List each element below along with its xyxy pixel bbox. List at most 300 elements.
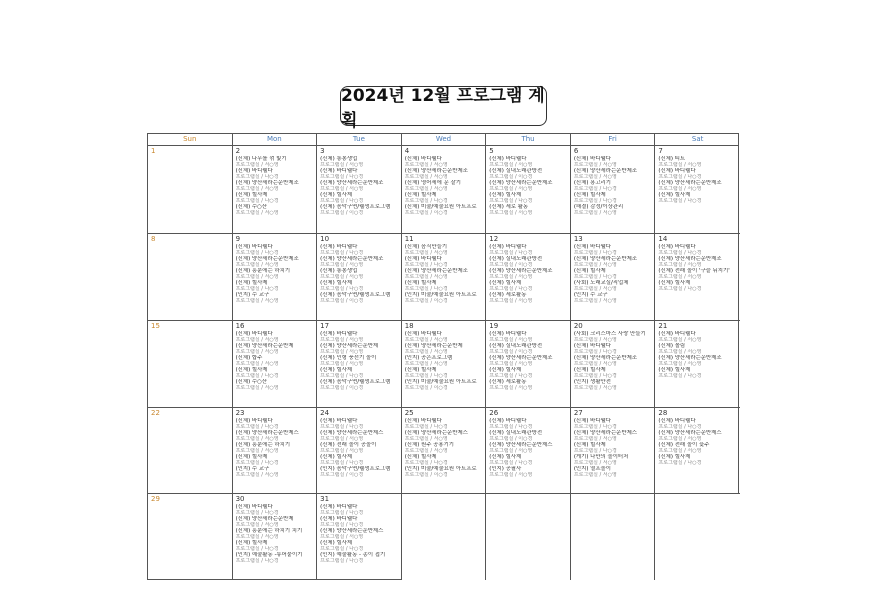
- event-location: 프로그램실 / 서○영: [404, 162, 448, 168]
- event-title[interactable]: (신체) 양산세라는운반제스: [404, 430, 468, 436]
- day-cell-6[interactable]: [571, 146, 656, 234]
- event-title[interactable]: (신체) 양산세라는운반제: [235, 516, 294, 522]
- event-location: 프로그램실 / 서○영: [235, 436, 279, 442]
- event-location: 프로그램실 / 나○경: [404, 286, 448, 292]
- day-cell-4[interactable]: [402, 146, 487, 234]
- day-cell-23[interactable]: [233, 408, 318, 494]
- event-title[interactable]: (신체) 힐사제: [404, 280, 437, 286]
- event-location: 프로그램실 / 나○경: [573, 198, 617, 204]
- event-title[interactable]: (신체) 바디웰다: [573, 418, 611, 424]
- event-title[interactable]: (신체) 힐사제: [320, 540, 353, 546]
- event-location: 프로그램실 / 서○영: [235, 534, 279, 540]
- event-title[interactable]: (신체) 바디웰다: [235, 418, 273, 424]
- event-location: 프로그램실 / 서○영: [235, 448, 279, 454]
- event-title[interactable]: (신체) 힐사제: [489, 280, 522, 286]
- event-location: 프로그램실 / 서○영: [489, 472, 533, 478]
- event-title[interactable]: (신체) 힐사제: [489, 367, 522, 373]
- event-title[interactable]: (신체) 양산세라는운반제조: [320, 180, 384, 186]
- event-title[interactable]: (신체) 음악구연/웰생프로그램: [320, 204, 391, 210]
- event-location: 프로그램실 / 나○경: [235, 250, 279, 256]
- event-location: 프로그램실 / 서○영: [320, 262, 364, 268]
- event-title[interactable]: (신체) 바디웰다: [235, 504, 273, 510]
- event-location: 프로그램실 / 이○경: [404, 385, 448, 391]
- event-location: 프로그램실 / 서○영: [235, 210, 279, 216]
- event-location: 프로그램실 / 서○영: [320, 534, 364, 540]
- day-cell-13[interactable]: [571, 234, 656, 321]
- event-list: [658, 418, 738, 466]
- event-location: 프로그램실 / 나○경: [573, 349, 617, 355]
- day-number: 5: [489, 147, 494, 155]
- event-title[interactable]: (신체) 바디웰다: [658, 331, 696, 337]
- event-location: 프로그램실 / 서○영: [658, 186, 702, 192]
- day-cell-26[interactable]: [486, 408, 571, 494]
- event-location: 프로그램실 / 서○영: [235, 349, 279, 355]
- day-cell-1[interactable]: [148, 146, 233, 234]
- event-list: [236, 418, 315, 478]
- event-title[interactable]: (신체) 원주 공용기기: [404, 442, 454, 448]
- event-location: 프로그램실 / 서○영: [235, 162, 279, 168]
- event-list: [236, 504, 315, 564]
- event-location: 프로그램실 / 서○영: [404, 250, 448, 256]
- event-list: [320, 156, 399, 216]
- event-title[interactable]: (신체) 바디웰다: [404, 256, 442, 262]
- event-title[interactable]: (신체) 바디웰다: [489, 331, 527, 337]
- calendar-grid: [147, 133, 739, 580]
- event-location: 프로그램실 / 나○경: [320, 286, 364, 292]
- event-title[interactable]: (인지) 예술활동 - 종이 접기: [320, 552, 386, 558]
- day-cell-2[interactable]: [233, 146, 318, 234]
- event-title[interactable]: (신체) 바디웰다: [320, 504, 358, 510]
- event-location: 프로그램실 / 서○영: [658, 436, 702, 442]
- day-cell-14[interactable]: [655, 234, 740, 321]
- event-location: 프로그램실 / 서○영: [320, 448, 364, 454]
- event-title[interactable]: (신체) 바디웰다: [573, 244, 611, 250]
- event-title[interactable]: (신체) 힐사제: [404, 192, 437, 198]
- event-location: 프로그램실 / 나○경: [573, 274, 617, 280]
- day-number: 8: [151, 235, 156, 243]
- event-title[interactable]: (신체) 힐사제: [573, 192, 606, 198]
- event-title[interactable]: (인지) 미술/예술요원 아트프로: [404, 379, 477, 385]
- event-list: [489, 331, 568, 391]
- event-title[interactable]: (신체) 인형 풍선기 놀이: [320, 355, 377, 361]
- day-cell-29[interactable]: [148, 494, 233, 580]
- event-location: 프로그램실 / 나○경: [658, 198, 702, 204]
- event-title[interactable]: (인지) 미술/예술요원 아트프로: [404, 466, 477, 472]
- event-title[interactable]: (신체) 바디웰다: [573, 156, 611, 162]
- day-cell-11[interactable]: [402, 234, 487, 321]
- weekday-mon: Mon: [233, 134, 318, 145]
- event-list: [320, 504, 399, 564]
- event-title[interactable]: (신체) 바디웰다: [235, 168, 273, 174]
- event-title[interactable]: (신체) 힐사제: [658, 280, 691, 286]
- day-cell-9[interactable]: [233, 234, 318, 321]
- event-title[interactable]: (게기) 나만의 놀이터처: [573, 454, 629, 460]
- event-title[interactable]: (신체) 실내노래관방전: [489, 430, 543, 436]
- event-list: [405, 156, 484, 216]
- event-title[interactable]: (신체) 합주: [235, 355, 263, 361]
- day-number: 12: [489, 235, 499, 243]
- page-title: 2024년 12월 프로그램 계획: [340, 86, 547, 126]
- event-list: [236, 244, 315, 304]
- day-cell-17[interactable]: [317, 321, 402, 408]
- day-number: 14: [658, 235, 668, 243]
- event-location: 프로그램실 / 서○영: [404, 361, 448, 367]
- week-row: [148, 321, 738, 408]
- event-title[interactable]: (신체) 양산세라는운반제조: [489, 180, 553, 186]
- day-cell-8[interactable]: [148, 234, 233, 321]
- week-row: [148, 408, 738, 494]
- day-number: 20: [573, 322, 583, 330]
- event-title[interactable]: (인지) 공필사: [489, 466, 522, 472]
- weekday-header: [148, 134, 738, 146]
- event-title[interactable]: (신체) 바디웰다: [658, 418, 696, 424]
- event-location: 프로그램실 / 나○경: [235, 546, 279, 552]
- event-title[interactable]: (신체) 수○산: [235, 204, 268, 210]
- day-cell-empty: [655, 494, 740, 580]
- day-cell-7[interactable]: [655, 146, 740, 234]
- event-list: [236, 331, 315, 391]
- event-location: 프로그램실 / 서○영: [489, 337, 533, 343]
- event-location: 프로그램실 / 나○경: [235, 198, 279, 204]
- event-title[interactable]: (신체) 양산세라는운반제조: [404, 168, 468, 174]
- event-title[interactable]: (신체) 힐사제: [320, 192, 353, 198]
- event-title[interactable]: (신체) 세로 활동: [489, 204, 529, 210]
- event-title[interactable]: (신체) 양산세라는운반제조: [489, 355, 553, 361]
- event-location: 프로그램실 / 나○경: [489, 424, 533, 430]
- event-title[interactable]: (신체) 영어세에 문 잘기: [404, 180, 461, 186]
- event-title[interactable]: (신체) 흥분에는 하치기: [235, 442, 291, 448]
- event-list: [489, 156, 568, 216]
- day-number: 9: [235, 235, 241, 243]
- day-number: 28: [658, 409, 668, 417]
- event-location: 프로그램실 / 서○영: [235, 262, 279, 268]
- event-location: 프로그램실 / 서○영: [658, 262, 702, 268]
- event-title[interactable]: (신체) 통봉생업: [320, 156, 358, 162]
- day-cell-15[interactable]: [148, 321, 233, 408]
- event-title[interactable]: (신체) 미술/예술요원 아트프로: [404, 204, 477, 210]
- event-title[interactable]: (신체) 양산세라는운반제조: [573, 355, 638, 361]
- event-location: 프로그램실 / 나○경: [320, 198, 364, 204]
- day-cell-31[interactable]: [317, 494, 402, 580]
- event-location: 프로그램실 / 나○경: [404, 262, 448, 268]
- event-title[interactable]: (신체) 음악구연/웰생프로그램: [320, 292, 391, 298]
- event-location: 프로그램실 / 서○영: [235, 361, 279, 367]
- event-location: 프로그램실 / 나○경: [573, 250, 617, 256]
- event-list: [320, 244, 399, 304]
- event-location: 프로그램실 / 서○영: [320, 349, 364, 355]
- event-title[interactable]: (인지) 공은프로그램: [404, 355, 453, 361]
- event-title[interactable]: (인지) 수 교구: [235, 466, 270, 472]
- event-title[interactable]: (신체) 힐사제: [573, 367, 606, 373]
- event-location: 프로그램실 / 서○영: [489, 274, 533, 280]
- week-row: [148, 146, 738, 234]
- day-number: 30: [235, 495, 245, 503]
- event-title[interactable]: (신체) 힐사제: [658, 192, 691, 198]
- event-location: 프로그램실 / 나○경: [573, 424, 617, 430]
- event-list: [320, 331, 399, 391]
- event-location: 프로그램실 / 이○경: [404, 210, 448, 216]
- event-location: 프로그램실 / 서○영: [489, 162, 533, 168]
- day-cell-3[interactable]: [317, 146, 402, 234]
- event-title[interactable]: (신체) 바디웰다: [404, 331, 442, 337]
- event-location: 프로그램실 / 서○영: [235, 337, 279, 343]
- event-title[interactable]: (신체) 힐사제: [404, 367, 437, 373]
- event-title[interactable]: (인지) 생활안전: [573, 379, 611, 385]
- event-location: 프로그램실 / 나○경: [320, 424, 364, 430]
- event-location: 프로그램실 / 나○경: [489, 286, 533, 292]
- event-title[interactable]: (신체) 양산세라는운반제스: [573, 430, 638, 436]
- event-location: 프로그램실 / 나○경: [320, 250, 364, 256]
- event-location: 프로그램실 / 나○경: [235, 286, 279, 292]
- day-number: 24: [320, 409, 330, 417]
- event-title[interactable]: (사회) 노래교실/직업체: [573, 280, 629, 286]
- day-number: 11: [404, 235, 414, 243]
- event-title[interactable]: (신체) 힐사제: [235, 192, 268, 198]
- day-cell-empty: [571, 494, 656, 580]
- day-number: 25: [404, 409, 414, 417]
- event-location: 프로그램실 / 나○경: [320, 546, 364, 552]
- event-location: 프로그램실 / 서○영: [320, 337, 364, 343]
- event-title[interactable]: (인지) 미술/예술요원 아트프로: [404, 292, 477, 298]
- event-location: 프로그램실 / 서○영: [573, 472, 617, 478]
- event-location: 프로그램실 / 나○경: [489, 460, 533, 466]
- event-title[interactable]: (신체) 힐사제: [235, 367, 268, 373]
- event-title[interactable]: (신체) 힐사제: [489, 192, 522, 198]
- event-list: [658, 244, 738, 292]
- event-location: 프로그램실 / 이○경: [489, 436, 533, 442]
- day-number: 17: [320, 322, 330, 330]
- event-title[interactable]: (신체) 힐사제: [320, 367, 353, 373]
- event-title[interactable]: (신체) 힐사제: [573, 268, 606, 274]
- event-location: 프로그램실 / 서○영: [658, 162, 702, 168]
- event-title[interactable]: (신체) 음식만들기: [404, 244, 448, 250]
- event-title[interactable]: (신체) 양산세라는운반제조: [573, 256, 638, 262]
- event-title[interactable]: (신체) 티트: [658, 156, 686, 162]
- event-title[interactable]: (신체) 바디웰다: [320, 331, 358, 337]
- day-number: 4: [404, 147, 410, 155]
- week-row: [148, 494, 738, 580]
- event-location: 프로그램실 / 서○영: [320, 436, 364, 442]
- event-title[interactable]: (신체) 실내노래관방전: [489, 343, 543, 349]
- event-title[interactable]: (신체) 양산세라는운반제조: [404, 268, 468, 274]
- event-title[interactable]: (신체) 양산세라는운반제스: [489, 442, 553, 448]
- day-cell-16[interactable]: [233, 321, 318, 408]
- event-title[interactable]: (신체) 양산세라는운반제스: [320, 430, 384, 436]
- event-location: 프로그램실 / 나○경: [404, 198, 448, 204]
- event-title[interactable]: (해결) 감정/이상관리: [573, 204, 624, 210]
- event-location: 프로그램실 / 서○영: [573, 262, 617, 268]
- event-list: [405, 331, 484, 391]
- event-title[interactable]: (신체) 양산세라는운반제: [404, 343, 463, 349]
- event-title[interactable]: (신체) 힐사제: [320, 280, 353, 286]
- event-location: 프로그램실 / 서○영: [404, 186, 448, 192]
- event-list: [489, 418, 568, 478]
- day-cell-21[interactable]: [655, 321, 740, 408]
- weekday-wed: Wed: [402, 134, 487, 145]
- event-title[interactable]: (신체) 바디웰다: [573, 343, 611, 349]
- event-title[interactable]: (신체) 양산세라는운반제조: [235, 180, 299, 186]
- day-number: 29: [151, 495, 160, 503]
- event-title[interactable]: (인지) 음악구연/웰생프로그램: [320, 466, 391, 472]
- event-location: 프로그램실 / 나○경: [235, 460, 279, 466]
- event-location: 프로그램실 / 나○경: [235, 510, 279, 516]
- event-location: 프로그램실 / 서○영: [489, 186, 533, 192]
- day-cell-30[interactable]: [233, 494, 318, 580]
- event-title[interactable]: (신체) 흥분에는 하치기 치기: [235, 528, 303, 534]
- event-title[interactable]: (신체) 실내노래관방전: [489, 168, 543, 174]
- event-location: 프로그램실 / 서○영: [489, 448, 533, 454]
- day-cell-empty: [486, 494, 571, 580]
- event-location: 프로그램실 / 서○영: [235, 522, 279, 528]
- event-title[interactable]: (신체) 양산세라는운반제조: [489, 268, 553, 274]
- event-title[interactable]: (신체) 양산세라는운반제: [235, 343, 294, 349]
- event-title[interactable]: (신체) 바디웰다: [404, 418, 442, 424]
- event-title[interactable]: (신체) 바디웰다: [235, 244, 273, 250]
- event-title[interactable]: (인지) 예술활동 -튜어붙이기: [235, 552, 303, 558]
- day-cell-12[interactable]: [486, 234, 571, 321]
- event-title[interactable]: (신체) 바디웰다: [489, 156, 527, 162]
- event-location: 프로그램실 / 나○경: [404, 373, 448, 379]
- day-cell-25[interactable]: [402, 408, 487, 494]
- event-title[interactable]: (신체) 양산세라는운반제스: [658, 430, 722, 436]
- event-title[interactable]: (신체) 양산세라는운반제조: [658, 355, 722, 361]
- event-title[interactable]: (신체) 바디웰다: [320, 516, 358, 522]
- event-title[interactable]: (신체) 힐사제: [573, 442, 606, 448]
- event-location: 프로그램실 / 서○영: [573, 436, 617, 442]
- event-location: 프로그램실 / 이○경: [489, 174, 533, 180]
- event-list: [405, 418, 484, 478]
- event-location: 프로그램실 / 이○경: [404, 472, 448, 478]
- event-title[interactable]: (인지) 수 교구: [573, 292, 608, 298]
- event-location: 프로그램실 / 나○경: [235, 373, 279, 379]
- event-title[interactable]: (신체) 힐사제: [320, 454, 353, 460]
- event-title[interactable]: (신체) 세로활동: [489, 292, 527, 298]
- event-list: [574, 331, 653, 391]
- event-location: 프로그램실 / 서○영: [573, 174, 617, 180]
- day-number: 18: [404, 322, 414, 330]
- event-location: 프로그램실 / 서○영: [404, 349, 448, 355]
- event-title[interactable]: (신체) 힐사제: [235, 454, 268, 460]
- event-title[interactable]: (신체) 바디웰다: [658, 244, 696, 250]
- event-title[interactable]: (인지) 열프놀이: [573, 466, 611, 472]
- day-cell-22[interactable]: [148, 408, 233, 494]
- event-title[interactable]: (신체) 바디웰다: [404, 156, 442, 162]
- day-cell-28[interactable]: [655, 408, 740, 494]
- event-title[interactable]: (신체) 바디웰다: [658, 168, 696, 174]
- weekday-fri: Fri: [571, 134, 656, 145]
- event-title[interactable]: (신체) 바디웰다: [489, 244, 527, 250]
- event-location: 프로그램실 / 서○영: [320, 162, 364, 168]
- event-title[interactable]: (사회) 크리스마스 사랑 만들기: [573, 331, 646, 337]
- event-list: [574, 156, 653, 216]
- event-title[interactable]: (신체) 실내노래관방전: [489, 256, 543, 262]
- day-number: 13: [573, 235, 583, 243]
- day-number: 19: [489, 322, 499, 330]
- event-location: 프로그램실 / 서○영: [489, 298, 533, 304]
- event-title[interactable]: (신체) 나무를 꺾 빛기: [235, 156, 287, 162]
- event-title[interactable]: (신체) 바디웰다: [320, 418, 358, 424]
- event-location: 프로그램실 / 서○영: [658, 274, 702, 280]
- event-location: 프로그램실 / 나○경: [573, 448, 617, 454]
- weekday-sat: Sat: [691, 135, 704, 143]
- event-list: [489, 244, 568, 304]
- day-cell-10[interactable]: [317, 234, 402, 321]
- event-location: 프로그램실 / 나○경: [320, 522, 364, 528]
- day-cell-20[interactable]: [571, 321, 656, 408]
- day-cell-24[interactable]: [317, 408, 402, 494]
- day-cell-18[interactable]: [402, 321, 487, 408]
- event-title[interactable]: (신체) 힐사제: [404, 454, 437, 460]
- event-title[interactable]: (신체) 전래 놀이 윷주: [658, 442, 710, 448]
- event-title[interactable]: (신체) 전래 놀이 공놀이: [320, 442, 377, 448]
- event-title[interactable]: (신체) 볼림: [658, 343, 686, 349]
- event-title[interactable]: (신체) 통봉생업: [320, 268, 358, 274]
- event-title[interactable]: (신체) 수○산: [235, 379, 268, 385]
- event-location: 프로그램실 / 서○영: [658, 349, 702, 355]
- event-location: 프로그램실 / 서○영: [573, 298, 617, 304]
- day-cell-19[interactable]: [486, 321, 571, 408]
- event-title[interactable]: (신체) 전래 놀이 '구슬 뒤지기': [658, 268, 730, 274]
- event-title[interactable]: (신체) 양산세라는운반제조: [320, 256, 384, 262]
- event-location: 프로그램실 / 나○경: [235, 424, 279, 430]
- event-title[interactable]: (신체) 양산세라는운반제조: [573, 168, 638, 174]
- event-title[interactable]: (신체) 양산세라는운반제조: [235, 256, 299, 262]
- event-location: 프로그램실 / 나○경: [235, 558, 279, 564]
- event-title[interactable]: (신체) 양산세라는운반제스: [320, 528, 384, 534]
- event-title[interactable]: (신체) 힐사제: [489, 454, 522, 460]
- event-title[interactable]: (인지) 수 교구: [235, 292, 270, 298]
- event-title[interactable]: (신체) 세로활동: [489, 379, 527, 385]
- event-location: 프로그램실 / 서○영: [235, 298, 279, 304]
- day-number: 2: [235, 147, 241, 155]
- day-number: 16: [235, 322, 245, 330]
- day-number: 15: [151, 322, 160, 330]
- event-location: 프로그램실 / 서○영: [658, 337, 702, 343]
- event-location: 프로그램실 / 서○영: [489, 210, 533, 216]
- event-location: 프로그램실 / 이○경: [404, 298, 448, 304]
- day-cell-5[interactable]: [486, 146, 571, 234]
- event-list: [236, 156, 315, 216]
- event-location: 프로그램실 / 나○경: [320, 174, 364, 180]
- event-location: 프로그램실 / 이○경: [489, 349, 533, 355]
- day-number: 22: [151, 409, 160, 417]
- event-title[interactable]: (신체) 양산세라는운반제: [320, 343, 379, 349]
- event-title[interactable]: (신체) 양산세라는운반제스: [235, 430, 299, 436]
- event-title[interactable]: (신체) 바디웰다: [320, 168, 358, 174]
- event-location: 프로그램실 / 나○경: [658, 286, 702, 292]
- event-location: 프로그램실 / 서○영: [320, 361, 364, 367]
- day-cell-27[interactable]: [571, 408, 656, 494]
- event-title[interactable]: (신체) 힐사제: [658, 454, 691, 460]
- weekday-sun: Sun: [148, 134, 233, 145]
- event-title[interactable]: (신체) 힐사제: [235, 540, 268, 546]
- event-location: 프로그램실 / 서○영: [573, 460, 617, 466]
- event-location: 프로그램실 / 나○경: [320, 510, 364, 516]
- event-title[interactable]: (신체) 음악구연/웰생프로그램: [320, 379, 391, 385]
- event-title[interactable]: (신체) 바디웰다: [235, 331, 273, 337]
- event-title[interactable]: (신체) 용고리기: [573, 180, 611, 186]
- event-title[interactable]: (신체) 양산세라는운반제조: [658, 180, 722, 186]
- event-title[interactable]: (신체) 바디웰다: [320, 244, 358, 250]
- event-title[interactable]: (신체) 힐사제: [235, 280, 268, 286]
- event-title[interactable]: (신체) 힐사제: [658, 367, 691, 373]
- week-row: [148, 234, 738, 321]
- event-location: 프로그램실 / 서○영: [320, 186, 364, 192]
- event-title[interactable]: (신체) 흥분에는 하치기: [235, 268, 291, 274]
- event-title[interactable]: (신체) 바디웰다: [489, 418, 527, 424]
- event-title[interactable]: (신체) 양산세라는운반제조: [658, 256, 722, 262]
- day-number: 26: [489, 409, 499, 417]
